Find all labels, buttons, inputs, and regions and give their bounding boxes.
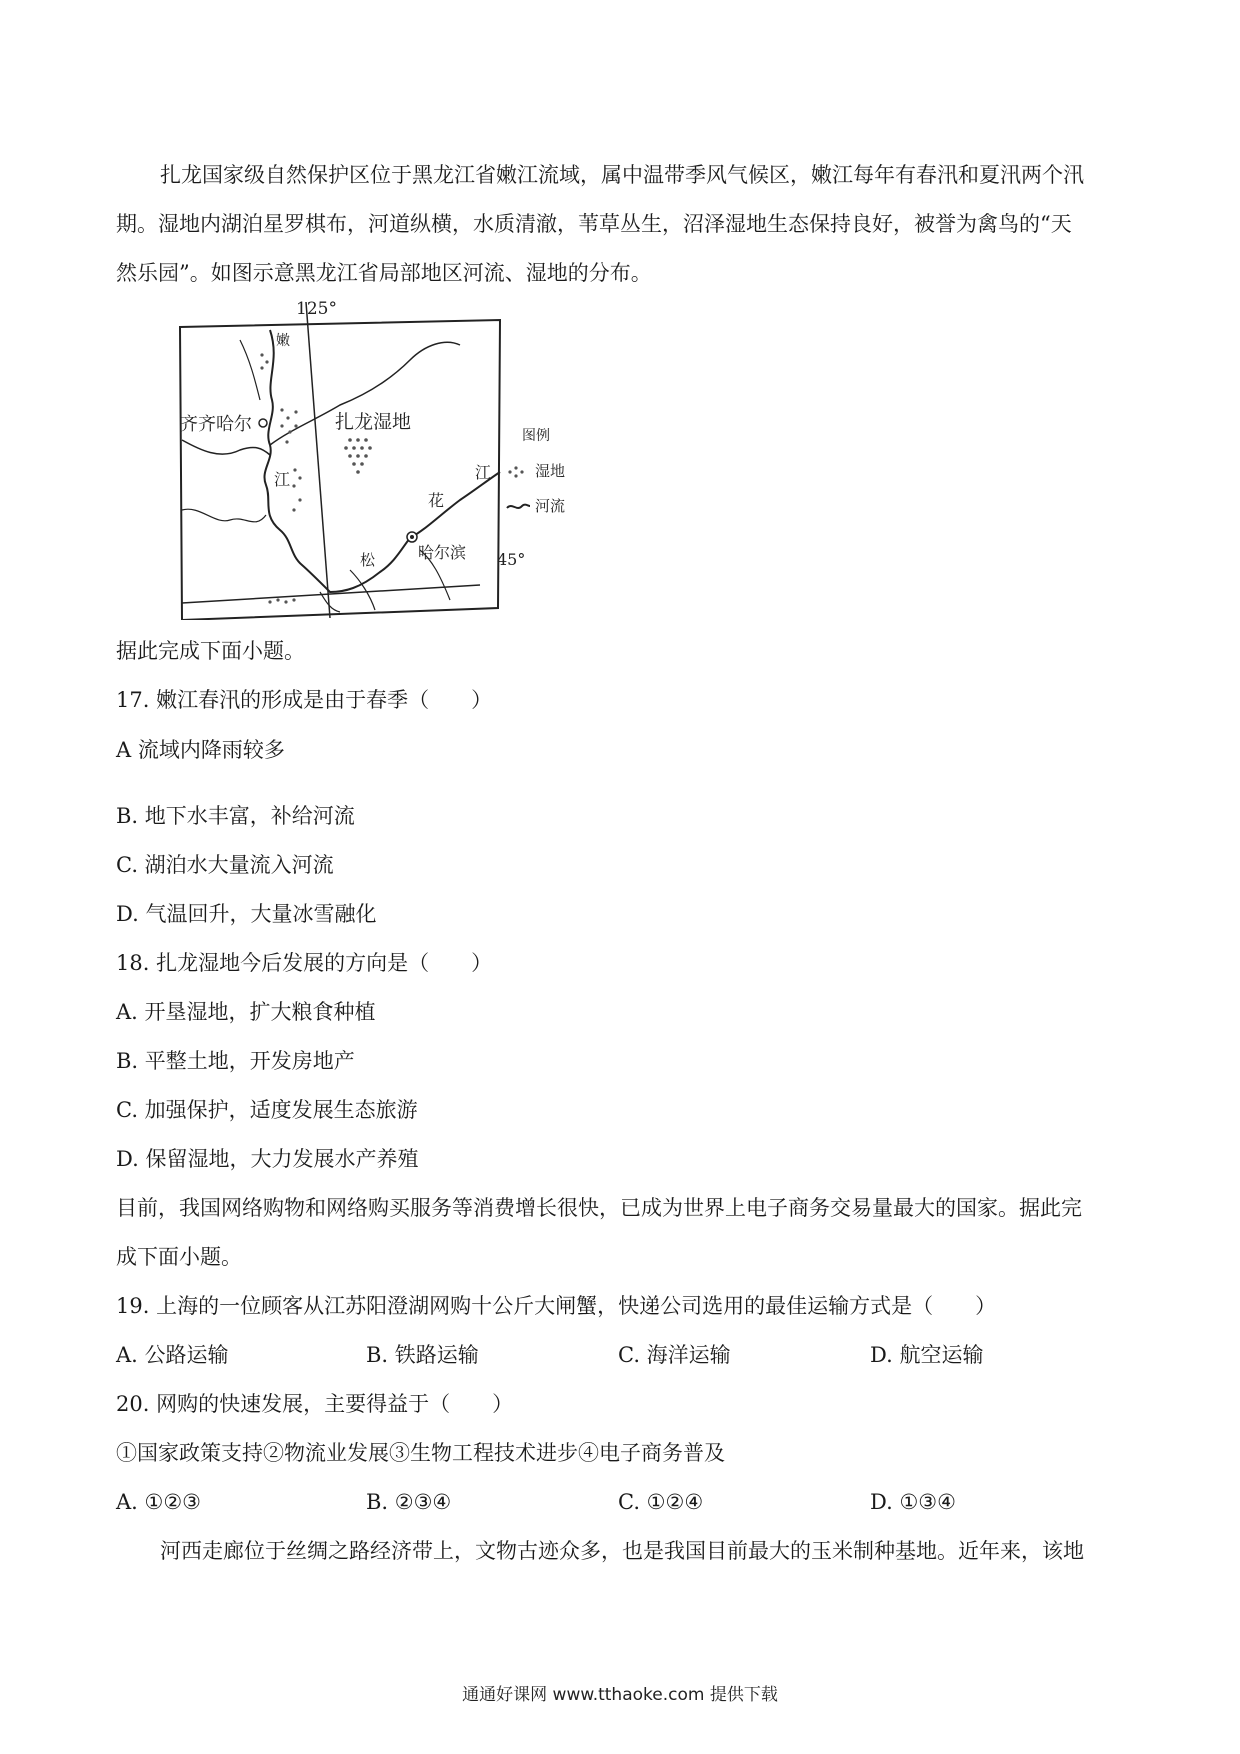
q17-option-c[interactable]: C. 湖泊水大量流入河流 bbox=[116, 853, 334, 877]
lon-label: 125° bbox=[296, 300, 337, 319]
q19-option-d[interactable]: D. 航空运输 bbox=[870, 1343, 984, 1367]
q17-stem: 17. 嫩江春汛的形成是由于春季（ ） bbox=[116, 688, 493, 712]
q19-option-c[interactable]: C. 海洋运输 bbox=[618, 1343, 731, 1367]
q20-option-b[interactable]: B. ②③④ bbox=[366, 1490, 452, 1514]
q20-option-c[interactable]: C. ①②④ bbox=[618, 1490, 704, 1514]
parallel-line bbox=[182, 585, 480, 603]
harbin-marker-center bbox=[410, 535, 414, 539]
tributary-southwest bbox=[182, 509, 266, 522]
intro1-line-2: 期。湿地内湖泊星罗棋布，河道纵横，水质清澈，苇草丛生，沼泽湿地生态保持良好，被誉为禽鸟的“天 bbox=[116, 212, 1072, 236]
tributary-north bbox=[240, 340, 260, 400]
nen-label: 嫩 bbox=[276, 333, 290, 349]
q19-stem: 19. 上海的一位顾客从江苏阳澄湖网购十公斤大闸蟹，快递公司选用的最佳运输方式是（ ） bbox=[116, 1294, 997, 1318]
q19-option-b[interactable]: B. 铁路运输 bbox=[366, 1343, 479, 1367]
intro1-line-1: 扎龙国家级自然保护区位于黑龙江省嫩江流域，属中温带季风气候区，嫩江每年有春汛和夏汛两个汛 bbox=[160, 163, 1084, 187]
map-figure bbox=[170, 300, 590, 620]
legend-wetland-symbol bbox=[508, 466, 523, 477]
harbin-label: 哈尔滨 bbox=[418, 543, 467, 562]
q20-stem: 20. 网购的快速发展，主要得益于（ ） bbox=[116, 1392, 514, 1416]
q17-option-b[interactable]: B. 地下水丰富，补给河流 bbox=[116, 804, 355, 828]
hua-label: 花 bbox=[428, 491, 445, 510]
tributary-west bbox=[182, 440, 270, 455]
qiqihar-marker bbox=[259, 419, 267, 427]
intro3-line: 河西走廊位于丝绸之路经济带上，文物古迹众多，也是我国目前最大的玉米制种基地。近年来，该地 bbox=[160, 1539, 1084, 1563]
q20-statement: ①国家政策支持②物流业发展③生物工程技术进步④电子商务普及 bbox=[116, 1441, 725, 1465]
intro1-line-3: 然乐园”。如图示意黑龙江省局部地区河流、湿地的分布。 bbox=[116, 261, 652, 285]
q18-option-b[interactable]: B. 平整土地，开发房地产 bbox=[116, 1049, 355, 1073]
zhalong-label: 扎龙湿地 bbox=[335, 411, 412, 433]
nen-river bbox=[264, 330, 410, 592]
q18-stem: 18. 扎龙湿地今后发展的方向是（ ） bbox=[116, 951, 493, 975]
q18-option-c[interactable]: C. 加强保护，适度发展生态旅游 bbox=[116, 1098, 418, 1122]
qiqihar-label: 齐齐哈尔 bbox=[180, 414, 252, 435]
map-frame bbox=[180, 320, 500, 620]
jiang-left-label: 江 bbox=[274, 470, 291, 489]
intro2-line-1: 目前，我国网络购物和网络购买服务等消费增长很快，已成为世界上电子商务交易量最大的国家。据此完 bbox=[116, 1196, 1082, 1220]
legend-river-label: 河流 bbox=[535, 497, 566, 515]
song-label: 松 bbox=[360, 551, 376, 569]
wetland-river-map bbox=[170, 300, 590, 620]
footer-credit: 通通好课网 www.tthaoke.com 提供下载 bbox=[462, 1685, 778, 1705]
q19-option-a[interactable]: A. 公路运输 bbox=[116, 1343, 229, 1367]
q18-option-d[interactable]: D. 保留湿地，大力发展水产养殖 bbox=[116, 1147, 419, 1171]
q17-option-a[interactable]: A 流域内降雨较多 bbox=[116, 738, 285, 762]
q20-option-a[interactable]: A. ①②③ bbox=[116, 1490, 201, 1514]
legend-title: 图例 bbox=[522, 428, 550, 444]
legend-river-symbol bbox=[507, 505, 530, 508]
prompt1: 据此完成下面小题。 bbox=[116, 639, 305, 663]
lat-label: 45° bbox=[497, 550, 526, 569]
legend-wetland-label: 湿地 bbox=[535, 462, 566, 480]
meridian-line bbox=[306, 302, 330, 618]
q18-option-a[interactable]: A. 开垦湿地，扩大粮食种植 bbox=[116, 1000, 376, 1024]
q17-option-d[interactable]: D. 气温回升，大量冰雪融化 bbox=[116, 902, 377, 926]
jiang-right-label: 江 bbox=[475, 463, 492, 482]
tributary-harbin-south bbox=[350, 570, 375, 610]
intro2-line-2: 成下面小题。 bbox=[116, 1245, 242, 1269]
q20-option-d[interactable]: D. ①③④ bbox=[870, 1490, 956, 1514]
